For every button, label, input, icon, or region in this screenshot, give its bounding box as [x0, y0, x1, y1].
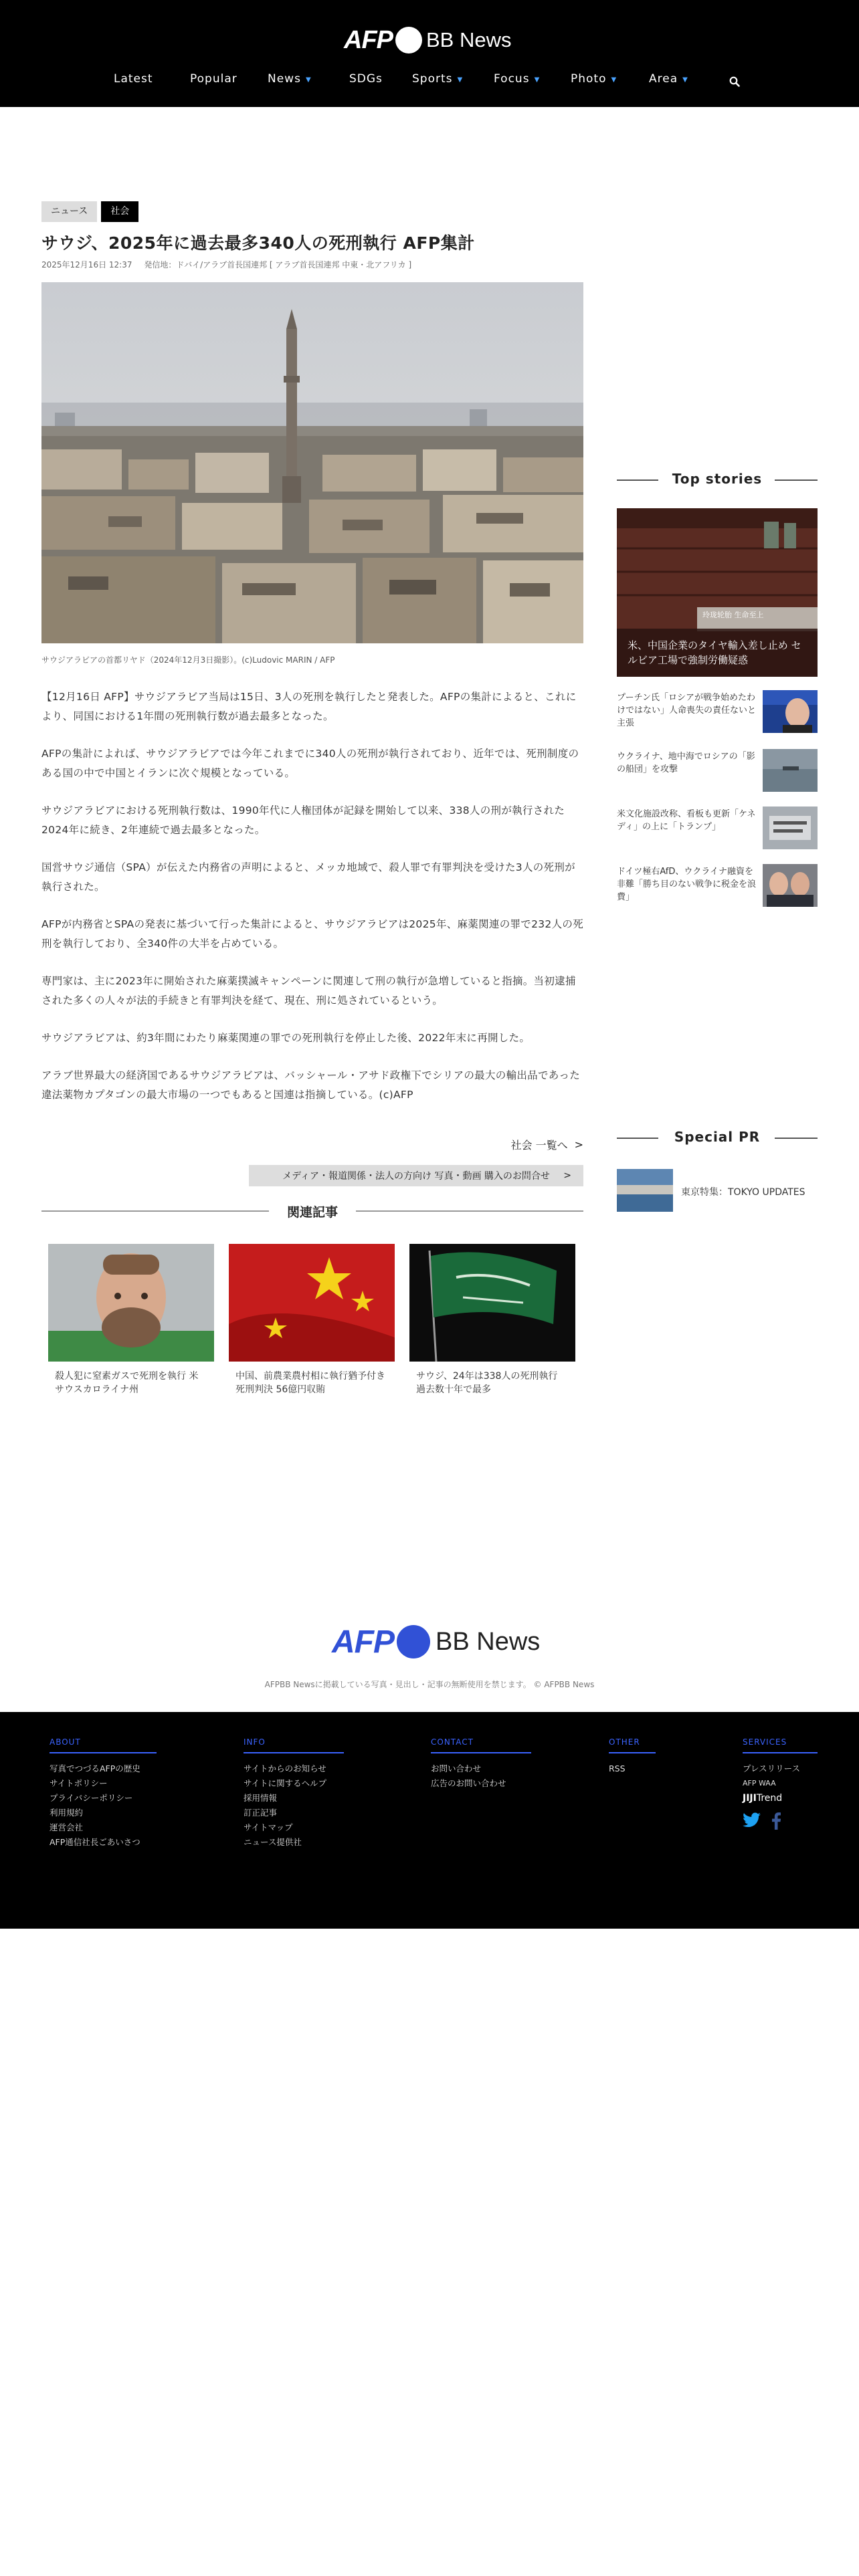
- nav-sports[interactable]: [412, 72, 463, 86]
- facebook-icon[interactable]: [771, 1812, 781, 1830]
- footer-link[interactable]: ニュース提供社: [244, 1837, 302, 1847]
- footer-other-title: OTHER: [609, 1737, 656, 1753]
- footer-link[interactable]: お問い合わせ: [431, 1763, 482, 1774]
- side-story-item[interactable]: [617, 749, 818, 792]
- related-item[interactable]: [48, 1244, 214, 1396]
- footer-about-title: ABOUT: [50, 1737, 157, 1753]
- footer-link[interactable]: 運営会社: [50, 1822, 84, 1832]
- footer-other: [609, 1737, 656, 1776]
- site-header: [0, 0, 859, 107]
- nav-latest[interactable]: [114, 72, 153, 86]
- putin-photo: [763, 690, 818, 733]
- nav-label: Area: [649, 72, 678, 86]
- side-story-thumb: [763, 749, 818, 792]
- nav-sdgs[interactable]: [349, 72, 383, 86]
- side-story-thumb: [763, 864, 818, 907]
- article-tags: [41, 201, 138, 222]
- footer-contact: [431, 1737, 531, 1791]
- article-meta: [41, 259, 421, 270]
- footer-link[interactable]: AFP通信社長ごあいさつ: [50, 1837, 140, 1847]
- jiji-logo-rest: Trend: [756, 1793, 783, 1804]
- nav-label: Sports: [412, 72, 453, 86]
- chevron-down-icon: ▼: [305, 76, 312, 84]
- footer-info-title: INFO: [244, 1737, 344, 1753]
- article-paragraph: アラブ世界最大の経済国であるサウジアラビアは、バッシャール・アサド政権下でシリアの最大の輸出品であった違法薬物カプタゴンの最大市場の一つでもあると国連は指摘している。(c)AFP: [41, 1069, 581, 1101]
- logo-dot: [395, 27, 422, 53]
- nav-label: Latest: [114, 72, 153, 86]
- china-flag-photo: [229, 1244, 395, 1362]
- side-story-text: ドイツ極右AfD、ウクライナ融資を非難「勝ち目のない戦争に税金を浪費」: [617, 867, 757, 902]
- chevron-right-icon: >: [574, 1138, 583, 1151]
- side-story-text: 米文化施設改称、看板も更新「ケネディ」の上に「トランプ」: [617, 809, 756, 832]
- footer-logo-afp: AFP: [332, 1624, 394, 1660]
- hero-caption: サウジアラビアの首都リヤド（2024年12月3日撮影）。(c)Ludovic MARIN / AFP: [41, 655, 335, 665]
- tag-society[interactable]: 社会: [101, 201, 138, 222]
- article-paragraph: サウジアラビアは、約3年間にわたり麻薬関連の罪での死刑執行を停止した後、2022年末に再開した。: [41, 1032, 531, 1044]
- side-story-text: ウクライナ、地中海でロシアの「影の船団」を攻撃: [617, 752, 755, 774]
- related-thumb: [409, 1244, 575, 1362]
- footer-link[interactable]: 採用情報: [244, 1793, 278, 1803]
- chevron-down-icon: ▼: [534, 76, 541, 84]
- top-story-title: 米、中国企業のタイヤ輸入差し止め セルビア工場で強制労働疑惑: [628, 639, 801, 666]
- footer-contact-title: CONTACT: [431, 1737, 531, 1753]
- chevron-right-icon: >: [563, 1170, 571, 1181]
- footer-info: [244, 1737, 344, 1850]
- inquiry-label: メディア・報道関係・法人の方向け 写真・動画 購入のお問合せ: [282, 1171, 550, 1182]
- search-icon[interactable]: [729, 76, 740, 87]
- special-pr-heading: [617, 1129, 818, 1146]
- tag-news[interactable]: ニュース: [41, 201, 97, 222]
- related-heading: [41, 1202, 583, 1218]
- side-story-thumb: [763, 690, 818, 733]
- jiji-trend-link[interactable]: [743, 1791, 818, 1806]
- article-paragraph: AFPが内務省とSPAの発表に基づいて行った集計によると、サウジアラビアは2025年、麻薬関連の罪で232人の死刑を執行しており、全340件の大半を占めている。: [41, 918, 583, 950]
- side-story-thumb: [763, 807, 818, 849]
- side-story-text: プーチン氏「ロシアが戦争始めたわけではない」人命喪失の責任ないと主張: [617, 693, 757, 728]
- purchase-inquiry-button[interactable]: [249, 1165, 583, 1186]
- sea-ship-photo: [763, 749, 818, 792]
- related-thumb: [229, 1244, 395, 1362]
- nav-label: SDGs: [349, 72, 383, 86]
- riyadh-skyline-photo: [41, 282, 583, 643]
- footer-link[interactable]: プライバシーポリシー: [50, 1793, 133, 1803]
- article-paragraph: 専門家は、主に2023年に開始された麻薬撲滅キャンペーンに関連して刑の執行が急増していると指摘。当初逮捕された多くの人々が法的手続きと有罪判決を経て、現在、刑に処されているという。: [41, 975, 576, 1006]
- footer-link[interactable]: AFP WAA: [743, 1779, 776, 1788]
- article-source: 発信地：ドバイ/アラブ首長国連邦 [ アラブ首長国連邦 中東・北アフリカ ]: [144, 260, 412, 270]
- nav-popular[interactable]: [190, 72, 237, 86]
- article-paragraph: AFPの集計によれば、サウジアラビアでは今年これまでに340人の死刑が執行されており、近年では、死刑制度のある国の中で中国とイランに次ぐ規模となっている。: [41, 748, 579, 779]
- footer-link[interactable]: 写真でつづるAFPの歴史: [50, 1763, 140, 1774]
- article-paragraph: 【12月16日 AFP】サウジアラビア当局は15日、3人の死刑を執行したと発表した。AFPの集計によると、これにより、同国における1年間の死刑執行数が過去最多となった。: [41, 691, 577, 722]
- related-text: 殺人犯に窒素ガスで死刑を執行 米サウスカロライナ州: [55, 1371, 199, 1395]
- pr-thumb: [617, 1169, 673, 1212]
- tokyo-bay-photo: [617, 1169, 673, 1212]
- article-date: 2025年12月16日 12:37: [41, 260, 132, 270]
- chevron-down-icon: ▼: [611, 76, 617, 84]
- kennedy-center-sign-photo: [763, 807, 818, 849]
- article-paragraph: サウジアラビアにおける死刑執行数は、1990年代に人権団体が記録を開始して以来、338人の刑が執行された2024年に続き、2年連続で過去最多となった。: [41, 804, 565, 836]
- chevron-down-icon: ▼: [457, 76, 464, 84]
- footer-logo-dot: [397, 1625, 430, 1658]
- logo-afp-text: AFP: [344, 25, 393, 54]
- article-title: サウジ、2025年に過去最多340人の死刑執行 AFP集計: [41, 233, 475, 253]
- footer-about: [50, 1737, 157, 1850]
- side-story-item[interactable]: [617, 864, 818, 907]
- nav-photo[interactable]: [571, 72, 617, 86]
- related-text: 中国、前農業農村相に執行猶予付き死刑判決 56億円収賄: [235, 1371, 385, 1395]
- society-list-link[interactable]: [511, 1137, 584, 1152]
- article-hero-image[interactable]: [41, 282, 583, 643]
- logo-bbnews-text: BB News: [426, 28, 512, 51]
- related-text: サウジ、24年は338人の死刑執行 過去数十年で最多: [416, 1371, 558, 1395]
- footer-link[interactable]: 利用規約: [50, 1808, 84, 1818]
- footer-logo[interactable]: [332, 1621, 540, 1662]
- side-story-item[interactable]: [617, 690, 818, 733]
- nav-label: Focus: [494, 72, 530, 86]
- footer-services-title: SERVICES: [743, 1737, 818, 1753]
- footer-link[interactable]: サイトマップ: [244, 1822, 293, 1832]
- nav-label: Popular: [190, 72, 237, 86]
- nav-label: Photo: [571, 72, 607, 86]
- footer-link[interactable]: サイトポリシー: [50, 1778, 108, 1788]
- nav-news[interactable]: [268, 72, 312, 86]
- top-stories-label: Top stories: [672, 471, 763, 487]
- pr-text: 東京特集：TOKYO UPDATES: [681, 1187, 805, 1198]
- footer-link[interactable]: 広告のお問い合わせ: [431, 1778, 506, 1788]
- mugshot-photo: [48, 1244, 214, 1362]
- side-story-item[interactable]: [617, 807, 818, 849]
- footer-link[interactable]: 訂正記事: [244, 1808, 278, 1818]
- site-footer: [0, 1712, 859, 1929]
- footer-link[interactable]: プレスリリース: [743, 1763, 801, 1774]
- article-body: [41, 687, 583, 1123]
- article-paragraph: 国営サウジ通信（SPA）が伝えた内務省の声明によると、メッカ地域で、殺人罪で有罪判決を受けた3人の死刑が執行された。: [41, 861, 575, 893]
- special-pr-label: Special PR: [674, 1129, 761, 1145]
- nav-area[interactable]: [649, 72, 688, 86]
- footer-services: [743, 1737, 818, 1830]
- afd-politicians-photo: [763, 864, 818, 907]
- footer-link[interactable]: サイトに関するヘルプ: [244, 1778, 327, 1788]
- nav-focus[interactable]: [494, 72, 540, 86]
- jiji-logo-bold: JIJI: [743, 1793, 757, 1804]
- chevron-down-icon: ▼: [682, 76, 688, 84]
- more-link-label: 社会 一覧へ: [510, 1139, 568, 1152]
- sign-text: 玲珑轮胎 生命至上: [702, 611, 764, 619]
- twitter-icon[interactable]: [743, 1812, 761, 1828]
- footer-link[interactable]: RSS: [609, 1763, 626, 1774]
- related-heading-label: 関連記事: [286, 1205, 338, 1220]
- pr-item[interactable]: [617, 1169, 818, 1212]
- saudi-flag-photo: [409, 1244, 575, 1362]
- copyright-text: AFPBB Newsに掲載している写真・見出し・記事の無断使用を禁じます。 © AFPBB News: [264, 1680, 595, 1689]
- top-stories-heading: [617, 471, 818, 488]
- related-item[interactable]: [229, 1244, 395, 1396]
- footer-logo-bbnews: BB News: [436, 1627, 541, 1656]
- related-item[interactable]: [409, 1244, 575, 1396]
- social-links: [743, 1812, 818, 1830]
- site-logo[interactable]: [344, 24, 511, 56]
- related-thumb: [48, 1244, 214, 1362]
- nav-label: News: [268, 72, 301, 86]
- top-story-main[interactable]: [617, 508, 818, 677]
- footer-link[interactable]: サイトからのお知らせ: [244, 1763, 326, 1774]
